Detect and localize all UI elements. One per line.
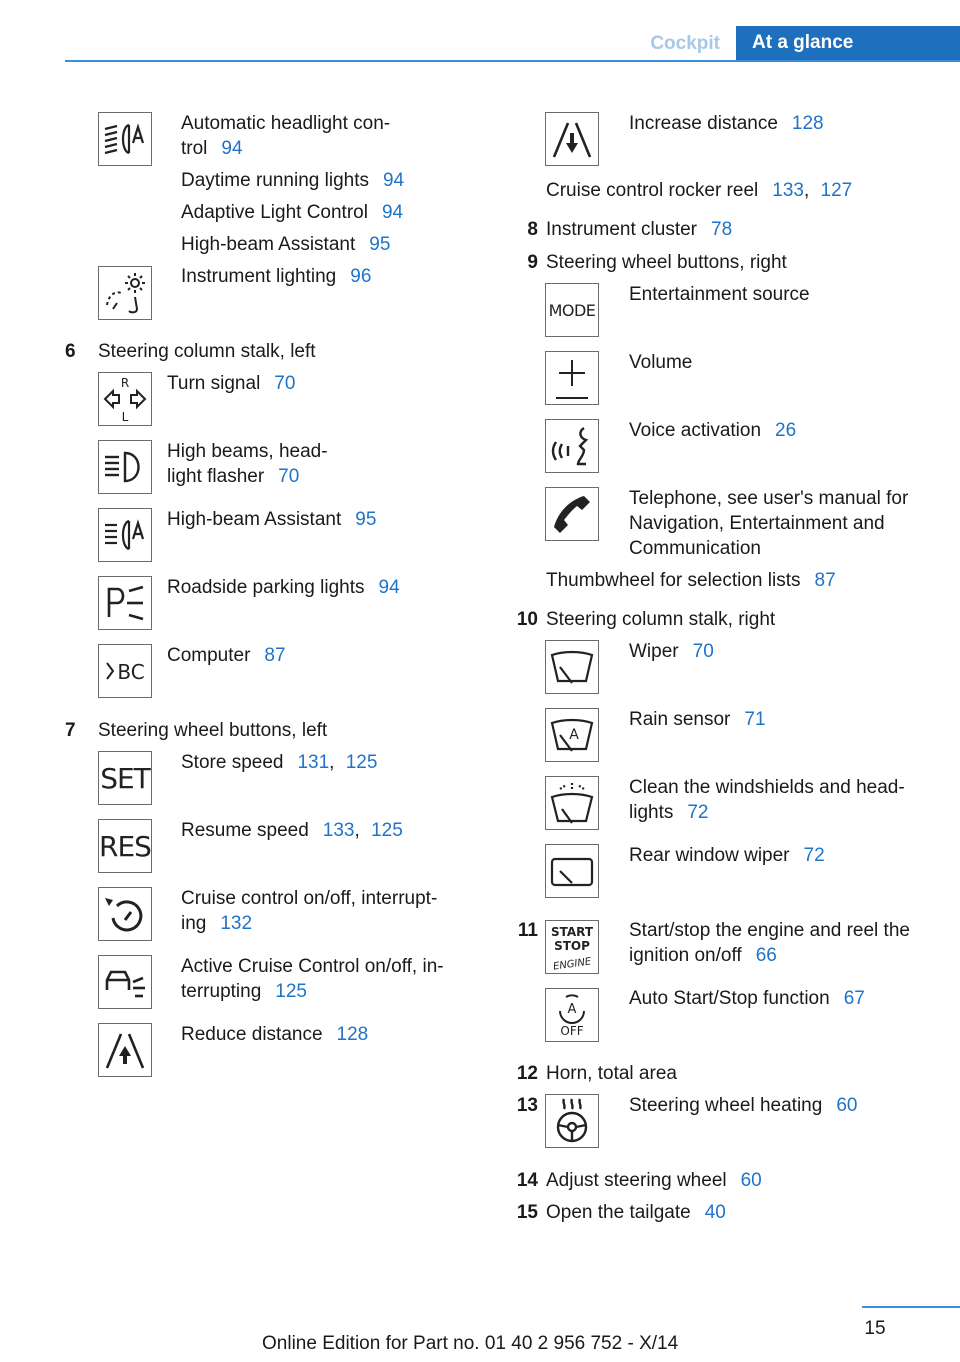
telephone-icon bbox=[545, 487, 599, 541]
hba-text: High-beam Assistant 95 bbox=[167, 509, 377, 530]
page-ref-link[interactable]: 132 bbox=[220, 913, 253, 934]
rear-wiper-text: Rear window wiper 72 bbox=[629, 845, 825, 866]
page-ref-link[interactable]: 125 bbox=[345, 752, 378, 773]
page-ref-link[interactable]: 40 bbox=[704, 1202, 726, 1223]
computer-text: Computer 87 bbox=[167, 645, 286, 666]
item-number-6: 6 bbox=[65, 341, 76, 362]
computer-bc-icon bbox=[98, 644, 152, 698]
wiper-icon bbox=[545, 640, 599, 694]
increase-distance-icon bbox=[545, 112, 599, 166]
item-number-7: 7 bbox=[65, 720, 76, 741]
item-number-9: 9 bbox=[527, 252, 538, 273]
page-ref-link[interactable]: 87 bbox=[814, 570, 836, 591]
clean-windshields-text: Clean the windshields and head- lights 72 bbox=[629, 777, 905, 823]
svg-text:A: A bbox=[567, 1002, 577, 1017]
page-ref-link[interactable]: 60 bbox=[836, 1095, 858, 1116]
instrument-lighting-icon bbox=[98, 266, 152, 320]
item-title-15: Open the tailgate 40 bbox=[546, 1202, 726, 1223]
page-ref-link[interactable]: 70 bbox=[278, 466, 300, 487]
svg-text:R: R bbox=[120, 376, 130, 390]
page-ref-link[interactable]: 94 bbox=[378, 577, 400, 598]
page-ref-link[interactable]: 94 bbox=[221, 138, 243, 159]
header-rule bbox=[65, 60, 960, 62]
voice-activation-text: Voice activation 26 bbox=[629, 420, 797, 441]
page-ref-link[interactable]: 72 bbox=[687, 802, 709, 823]
item-number-14: 14 bbox=[516, 1170, 538, 1191]
footer-rule bbox=[862, 1306, 960, 1308]
header-section: Cockpit bbox=[650, 33, 720, 54]
header-chapter: At a glance bbox=[736, 26, 960, 62]
set-button-icon: SET bbox=[98, 751, 152, 805]
page-ref-link[interactable]: 94 bbox=[382, 170, 405, 191]
item-title-12: Horn, total area bbox=[546, 1063, 677, 1084]
page-ref-link[interactable]: 131 bbox=[297, 752, 330, 773]
washer-icon bbox=[545, 776, 599, 830]
page-ref-link[interactable]: 78 bbox=[711, 219, 733, 240]
entertainment-source-text: Entertainment source bbox=[629, 284, 810, 305]
reduce-distance-icon bbox=[98, 1023, 152, 1077]
active-cruise-icon bbox=[98, 955, 152, 1009]
item-title-14: Adjust steering wheel 60 bbox=[546, 1170, 762, 1191]
turn-signal-icon bbox=[98, 372, 152, 426]
instrument-lighting-text: Instrument lighting 96 bbox=[181, 266, 372, 287]
page-ref-link[interactable]: 94 bbox=[381, 202, 404, 223]
item-number-13: 13 bbox=[516, 1095, 538, 1116]
page-ref-link[interactable]: 70 bbox=[692, 641, 714, 662]
svg-text:START: START bbox=[550, 925, 594, 939]
auto-headlight-icon bbox=[98, 112, 152, 166]
rear-wiper-icon bbox=[545, 844, 599, 898]
page-ref-link[interactable]: 127 bbox=[820, 180, 853, 201]
steering-wheel-heating-icon bbox=[545, 1094, 599, 1148]
cruise-control-icon bbox=[98, 887, 152, 941]
item-title-6: Steering column stalk, left bbox=[98, 341, 316, 362]
footer-edition: Online Edition for Part no. 01 40 2 956 752 - X/14 bbox=[262, 1333, 679, 1354]
page-ref-link[interactable]: 26 bbox=[775, 420, 797, 441]
page-ref-link[interactable]: 128 bbox=[336, 1024, 369, 1045]
item-number-15: 15 bbox=[516, 1202, 538, 1223]
page-ref-link[interactable]: 96 bbox=[350, 266, 372, 287]
page-ref-link[interactable]: 70 bbox=[274, 373, 296, 394]
steering-heating-text: Steering wheel heating 60 bbox=[629, 1095, 858, 1116]
high-beams-text: High beams, head- light flasher 70 bbox=[167, 441, 328, 487]
res-button-icon: RES bbox=[98, 819, 152, 873]
store-speed-text: Store speed 131, 125 bbox=[181, 752, 378, 773]
resume-speed-text: Resume speed 133, 125 bbox=[181, 820, 403, 841]
volume-text: Volume bbox=[629, 352, 693, 373]
page-ref-link[interactable]: 133 bbox=[322, 820, 355, 841]
item-number-10: 10 bbox=[516, 609, 538, 630]
rocker-reel-text: Cruise control rocker reel 133, 127 bbox=[546, 180, 853, 201]
page-ref-link[interactable]: 95 bbox=[369, 234, 391, 255]
page-ref-link[interactable]: 95 bbox=[355, 509, 377, 530]
svg-text:BC: BC bbox=[117, 660, 145, 684]
page-ref-link[interactable]: 66 bbox=[755, 945, 777, 966]
item-title-7: Steering wheel buttons, left bbox=[98, 720, 328, 741]
voice-activation-icon bbox=[545, 419, 599, 473]
thumbwheel-text: Thumbwheel for selection lists 87 bbox=[546, 570, 836, 591]
item-title-10: Steering column stalk, right bbox=[546, 609, 776, 630]
auto-start-stop-icon bbox=[545, 988, 599, 1042]
page-ref-link[interactable]: 67 bbox=[843, 988, 865, 1009]
high-beam-icon bbox=[98, 440, 152, 494]
item-title-8: Instrument cluster 78 bbox=[546, 219, 733, 240]
item-number-11: 11 bbox=[517, 920, 538, 941]
page-ref-link[interactable]: 128 bbox=[791, 113, 824, 134]
svg-text:STOP: STOP bbox=[554, 939, 590, 953]
parking-lights-text: Roadside parking lights 94 bbox=[167, 577, 400, 598]
increase-distance-text: Increase distance 128 bbox=[629, 113, 824, 134]
reduce-distance-text: Reduce distance 128 bbox=[181, 1024, 369, 1045]
high-beam-assistant-icon bbox=[98, 508, 152, 562]
highbeam-assistant-text: High-beam Assistant 95 bbox=[181, 234, 391, 255]
page-ref-link[interactable]: 72 bbox=[803, 845, 825, 866]
turn-signal-text: Turn signal 70 bbox=[167, 373, 296, 394]
svg-text:ENGINE: ENGINE bbox=[552, 956, 592, 973]
rain-sensor-icon bbox=[545, 708, 599, 762]
daytime-lights-text: Daytime running lights 94 bbox=[181, 170, 405, 191]
telephone-text: Telephone, see user's manual for Navigation, Entertainment and Communication bbox=[629, 488, 909, 559]
auto-headlight-text: Automatic headlight con- trol 94 bbox=[181, 113, 391, 159]
svg-text:L: L bbox=[121, 410, 129, 424]
cruise-control-text: Cruise control on/off, interrupt- ing 132 bbox=[181, 888, 438, 934]
page-ref-link[interactable]: 125 bbox=[275, 981, 307, 1002]
svg-text:OFF: OFF bbox=[560, 1024, 584, 1038]
start-stop-text: Start/stop the engine and reel the ignition on/off 66 bbox=[629, 920, 910, 966]
active-cruise-text: Active Cruise Control on/off, in- terrupting 125 bbox=[181, 956, 444, 1002]
rain-sensor-text: Rain sensor 71 bbox=[629, 709, 766, 730]
item-number-12: 12 bbox=[516, 1063, 538, 1084]
page-ref-link[interactable]: 125 bbox=[371, 820, 403, 841]
volume-plus-icon bbox=[545, 351, 599, 405]
mode-button-icon: MODE bbox=[545, 283, 599, 337]
wiper-text: Wiper 70 bbox=[629, 641, 714, 662]
adaptive-light-text: Adaptive Light Control 94 bbox=[181, 202, 404, 223]
auto-start-stop-text: Auto Start/Stop function 67 bbox=[629, 988, 865, 1009]
page-ref-link[interactable]: 87 bbox=[264, 645, 286, 666]
page-number: 15 bbox=[864, 1318, 886, 1339]
start-stop-engine-icon bbox=[545, 920, 599, 974]
svg-text:A: A bbox=[569, 727, 579, 743]
page-ref-link[interactable]: 133 bbox=[772, 180, 804, 201]
item-number-8: 8 bbox=[527, 219, 538, 240]
parking-lights-icon bbox=[98, 576, 152, 630]
item-title-9: Steering wheel buttons, right bbox=[546, 252, 787, 273]
page-ref-link[interactable]: 60 bbox=[740, 1170, 762, 1191]
page-ref-link[interactable]: 71 bbox=[744, 709, 766, 730]
